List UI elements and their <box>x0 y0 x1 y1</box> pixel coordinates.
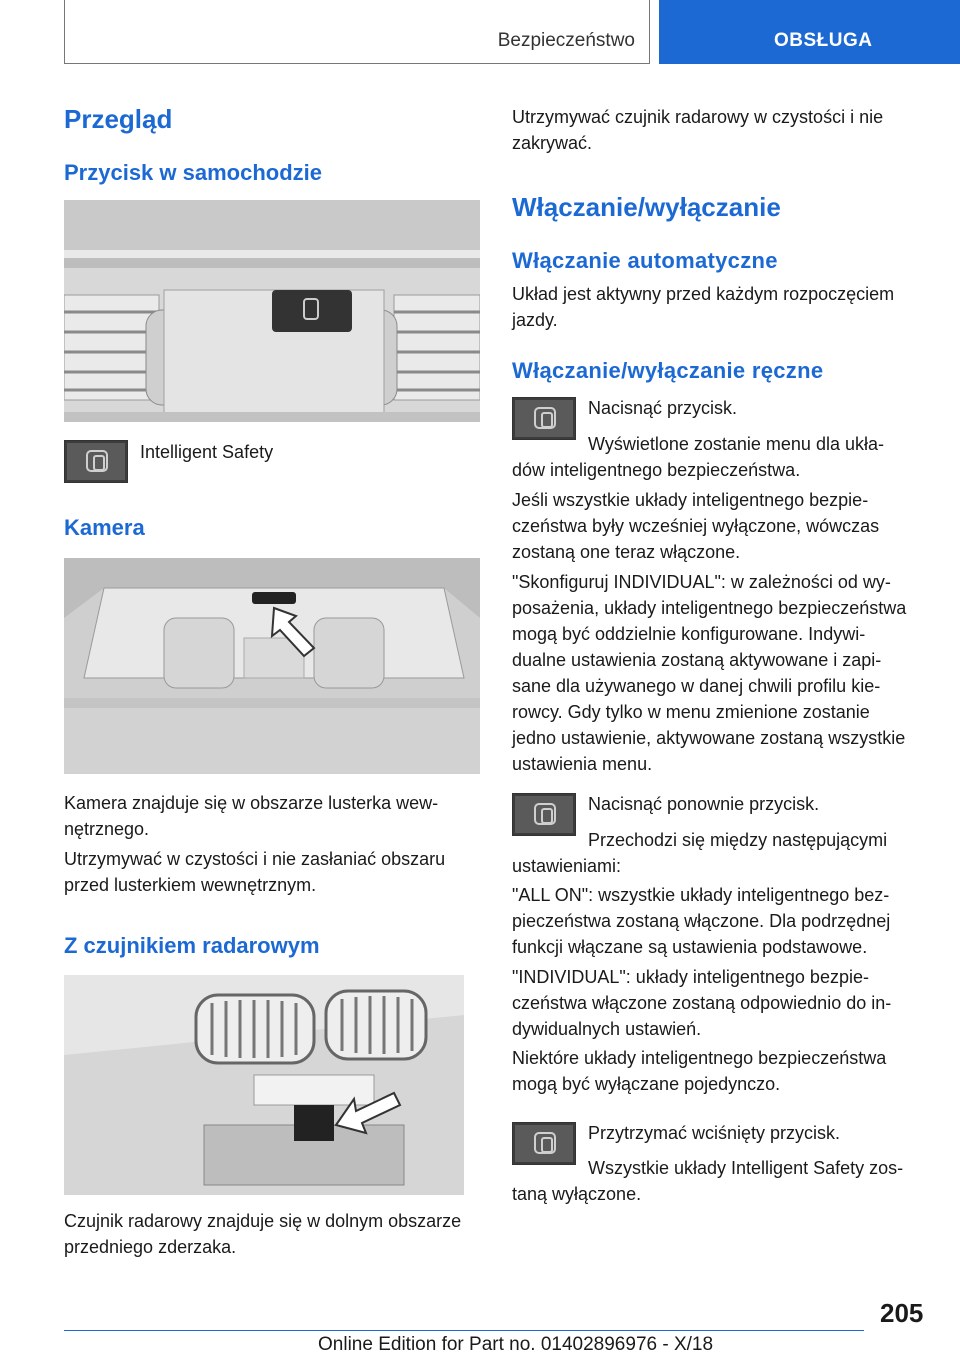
all-on-text: "ALL ON": wszystkie układy inteligentnego bez- pieczeństwa zostaną włączone. Dla podrzędnej funkcji włączane są ustawienia podstawowe. <box>512 885 891 957</box>
radar-sensor-illustration <box>64 975 464 1195</box>
footer-divider <box>64 1330 864 1331</box>
camera-location-text: Kamera znajduje się w obszarze lusterka wew- nętrznego. <box>64 793 439 839</box>
camera-illustration <box>64 558 480 774</box>
on-off-title: Włączanie/wyłączanie <box>512 192 781 222</box>
step-press-button: Nacisnąć przycisk. <box>588 398 738 418</box>
header-chapter-tab <box>659 0 960 64</box>
header-section-tab <box>64 0 650 64</box>
individual-text: "INDIVIDUAL": układy inteligentnego bezpie- czeństwa włączone zostaną odpowiednio do in- dywidualnych ustawień. <box>512 967 892 1039</box>
step-press-again: Nacisnąć ponownie przycisk. <box>588 794 820 814</box>
header-chapter-title: OBSŁUGA <box>774 30 873 51</box>
step-press-again-result: Przechodzi się między następującymi ustawieniami: <box>512 830 888 876</box>
some-systems-text: Niektóre układy inteligentnego bezpieczeństwa mogą być wyłączane pojedynczo. <box>512 1048 887 1094</box>
intelligent-safety-label: Intelligent Safety <box>140 442 274 462</box>
in-car-button-heading: Przycisk w samochodzie <box>64 160 322 185</box>
step-hold-button: Przytrzymać wciśnięty przycisk. <box>588 1123 841 1143</box>
radar-heading: Z czujnikiem radarowym <box>64 933 320 958</box>
intelligent-safety-button-icon <box>64 440 128 483</box>
header-section-title: Bezpieczeństwo <box>497 30 635 51</box>
page-number: 205 <box>880 1298 924 1328</box>
step-press-result: Wyświetlone zostanie menu dla ukła- dów inteligentnego bezpieczeństwa. <box>512 434 884 480</box>
dashboard-button-illustration <box>64 200 480 422</box>
all-off-text: Jeśli wszystkie układy inteligentnego bezpie- czeństwa były wcześniej wyłączone, wówczas zostaną one teraz włączone. <box>512 490 880 562</box>
radar-cleaning-text: Utrzymywać czujnik radarowy w czystości i nie zakrywać. <box>512 107 884 153</box>
individual-config-text: "Skonfiguruj INDIVIDUAL": w zależności od wy- posażenia, układy inteligentnego bezpieczeństwa mogą być oddzielnie konfigurowane. Indywi- dualne ustawienia zostaną aktywowane i zapi- sane dla używanego w danej chwili profilu kie- rowcy. Gdy tylko w menu zmienione zostanie jedno ustawienie, aktywowane zostaną wszystkie ustawienia menu. <box>512 572 907 774</box>
automatic-activation-heading: Włączanie automatyczne <box>512 248 778 273</box>
step-hold-result: Wszystkie układy Intelligent Safety zos- taną wyłączone. <box>512 1158 904 1204</box>
automatic-activation-text: Układ jest aktywny przed każdym rozpoczęciem jazdy. <box>512 284 895 330</box>
camera-heading: Kamera <box>64 515 145 540</box>
footer-edition: Online Edition for Part no. 01402896976 - X/18 <box>318 1334 714 1355</box>
manual-activation-heading: Włączanie/wyłączanie ręczne <box>512 358 824 383</box>
radar-location-text: Czujnik radarowy znajduje się w dolnym obszarze przedniego zderzaka. <box>64 1211 462 1257</box>
overview-title: Przegląd <box>64 104 173 134</box>
camera-cleaning-text: Utrzymywać w czystości i nie zasłaniać obszaru przed lusterkiem wewnętrznym. <box>64 849 446 895</box>
